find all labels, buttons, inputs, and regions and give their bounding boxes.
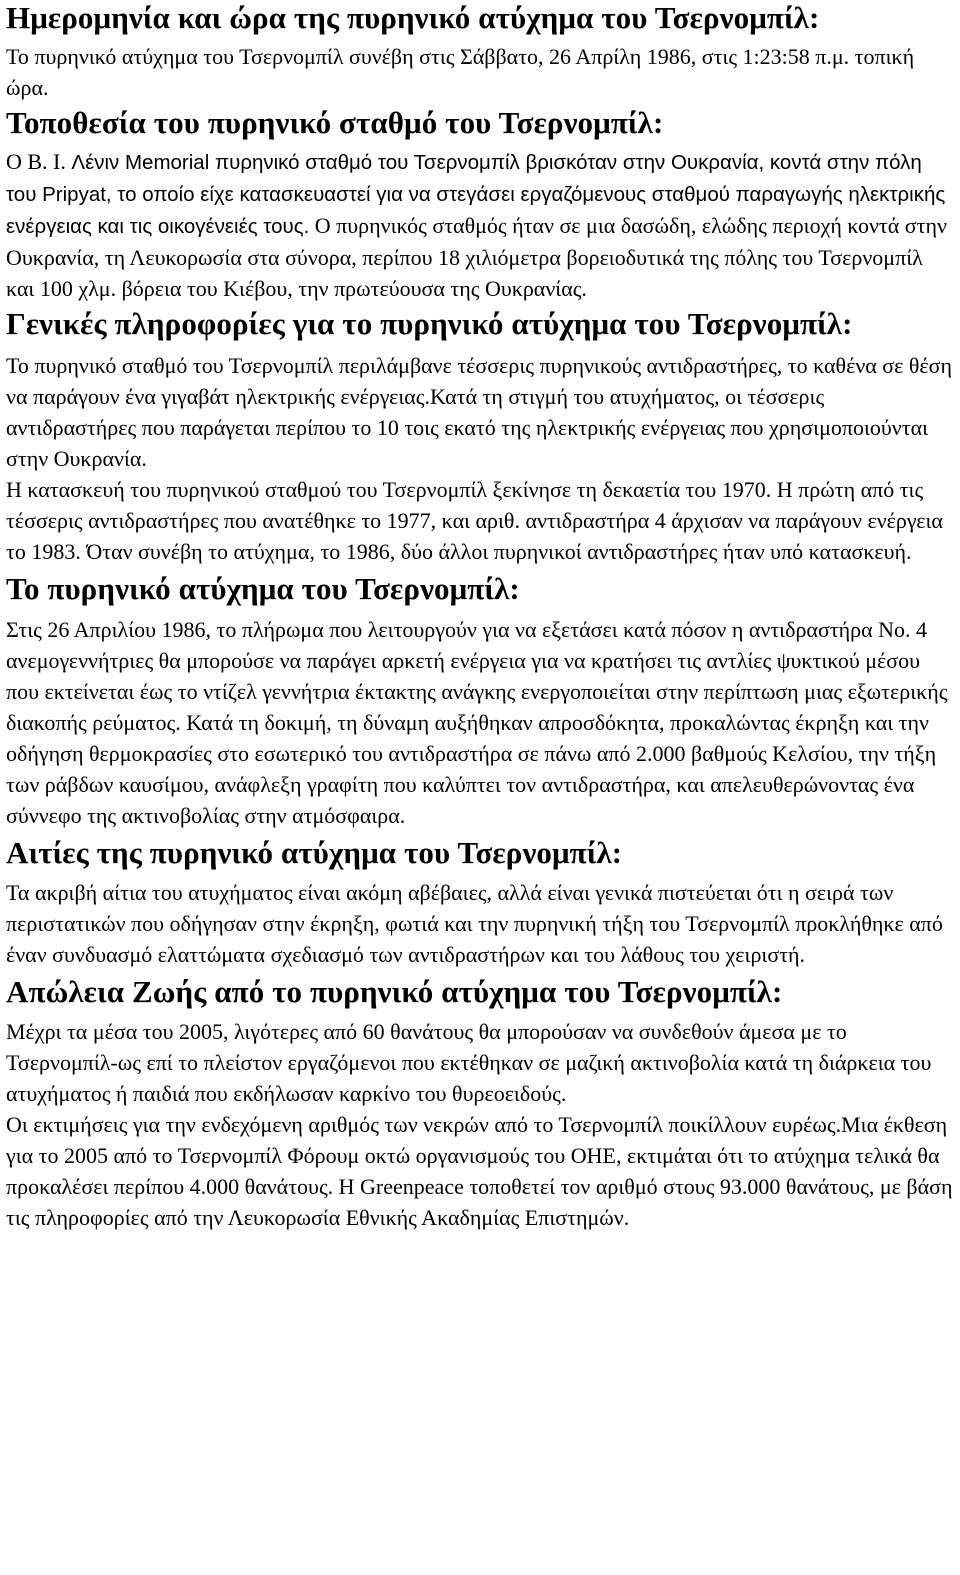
paragraph-date-time: Το πυρηνικό ατύχημα του Τσερνομπίλ συνέβη στις Σάββατο, 26 Απρίλη 1986, στις 1:23:58 π.μ. τοπική ώρα. <box>6 44 915 100</box>
heading-accident: Το πυρηνικό ατύχημα του Τσερνομπίλ: <box>6 571 520 606</box>
location-text-part2: Λένιν Memorial πυρηνικό σταθμό του Τσερνομπίλ βρισκόταν στην Ουκρανία, κοντά στην πόλη του Pripyat, το οποίο είχε κατασκευαστεί για να στεγάσει εργαζόμενους σταθμού παραγωγής ηλεκτρικής ενέργειας και τις οικογένειές τους. <box>6 151 946 238</box>
paragraph-general-info-1: Το πυρηνικό σταθμό του Τσερνομπίλ περιλάμβανε τέσσερις πυρηνικούς αντιδραστήρες, το καθένα σε θέση να παράγουν ένα γιγαβάτ ηλεκτρικής ενέργειας.Κατά τη στιγμή του ατυχήματος, οι τέσσερις αντιδραστήρες που παράγεται περίπου το 10 τοις εκατό της ηλεκτρικής ενέργειας που χρησιμοποιούνται στην Ουκρανία. <box>6 353 953 471</box>
paragraph-accident: Στις 26 Απριλίου 1986, το πλήρωμα που λειτουργούν για να εξετάσει κατά πόσον η αντιδραστήρα Νο. 4 ανεμογεννήτριες θα μπορούσε να παράγει αρκετή ενέργεια για να κρατήσει τις αντλίες ψυκτικού μέσου που εκτείνεται έως το ντίζελ γεννήτρια έκτακτης ανάγκης ενεργοποιείται στην περίπτωση μιας εξωτερικής διακοπής ρεύματος. Κατά τη δοκιμή, τη δύναμη αυξήθηκαν απροσδόκητα, προκαλώντας έκρηξη και την οδήγηση θερμοκρασίες στο εσωτερικό του αντιδραστήρα σε πάνω από 2.000 βαθμούς Κελσίου, την τήξη των ράβδων καυσίμου, ανάφλεξη γραφίτη που καλύπτει τον αντιδραστήρα, και απελευθερώνοντας ένα σύννεφο της ακτινοβολίας στην ατμόσφαιρα. <box>6 617 948 828</box>
paragraph-loss-of-life-1: Μέχρι τα μέσα του 2005, λιγότερες από 60 θανάτους θα μπορούσαν να συνδεθούν άμεσα με το Τσερνομπίλ-ως επί το πλείστον εργαζόμενοι που εκτέθηκαν σε μαζική ακτινοβολία κατά τη διάρκεια του ατυχήματος ή παιδιά που εκδήλωσαν καρκίνο του θυρεοειδούς. <box>6 1019 932 1106</box>
paragraph-loss-of-life-2: Οι εκτιμήσεις για την ενδεχόμενη αριθμός των νεκρών από το Τσερνομπίλ ποικίλλουν ευρέως.Μια έκθεση για το 2005 από το Τσερνομπίλ Φόρουμ οκτώ οργανισμούς του ΟΗΕ, εκτιμάται ότι το ατύχημα τελικά θα προκαλέσει περίπου 4.000 θανάτους. Η Greenpeace τοποθετεί τον αριθμό στους 93.000 θανάτους, με βάση τις πληροφορίες από την Λευκορωσία Εθνικής Ακαδημίας Επιστημών. <box>6 1112 953 1230</box>
paragraph-general-info-2: Η κατασκευή του πυρηνικού σταθμού του Τσερνομπίλ ξεκίνησε τη δεκαετία του 1970. Η πρώτη από τις τέσσερις αντιδραστήρες που ανατέθηκε το 1977, και αριθ. αντιδραστήρα 4 άρχισαν να παράγουν ενέργεια το 1983. Όταν συνέβη το ατύχημα, το 1986, δύο άλλοι πυρηνικοί αντιδραστήρες ήταν υπό κατασκευή. <box>6 477 943 564</box>
location-text-part3: Ο πυρηνικός σταθμός ήταν σε μια δασώδη, ελώδης περιοχή κοντά στην Ουκρανία, τη Λευκορωσία στα σύνορα, περίπου 18 χιλιόμετρα βορειοδυτικά της πόλης του Τσερνομπίλ και 100 χλμ. βόρεια του Κιέβου, την πρωτεύουσα της Ουκρανίας. <box>6 213 947 301</box>
document-page <box>6 0 956 1233</box>
heading-loss-of-life: Απώλεια Ζωής από το πυρηνικό ατύχημα του Τσερνομπίλ: <box>6 974 783 1009</box>
heading-general-info: Γενικές πληροφορίες για το πυρηνικό ατύχημα του Τσερνομπίλ: <box>6 306 853 341</box>
heading-date-time: Ημερομηνία και ώρα της πυρηνικό ατύχημα του Τσερνομπίλ: <box>6 0 820 35</box>
heading-causes: Αιτίες της πυρηνικό ατύχημα του Τσερνομπίλ: <box>6 835 623 870</box>
heading-location: Τοποθεσία του πυρηνικό σταθμό του Τσερνομπίλ: <box>6 105 664 140</box>
location-text-part1: Ο Β. Ι. <box>6 149 72 174</box>
paragraph-causes: Τα ακριβή αίτια του ατυχήματος είναι ακόμη αβέβαιες, αλλά είναι γενικά πιστεύεται ότι η σειρά των περιστατικών που οδήγησαν στην έκρηξη, φωτιά και την πυρηνική τήξη του Τσερνομπίλ προκλήθηκε από έναν συνδυασμό ελαττώματα σχεδιασμό των αντιδραστήρων και του λάθους του χειριστή. <box>6 880 943 967</box>
paragraph-location <box>6 146 956 304</box>
